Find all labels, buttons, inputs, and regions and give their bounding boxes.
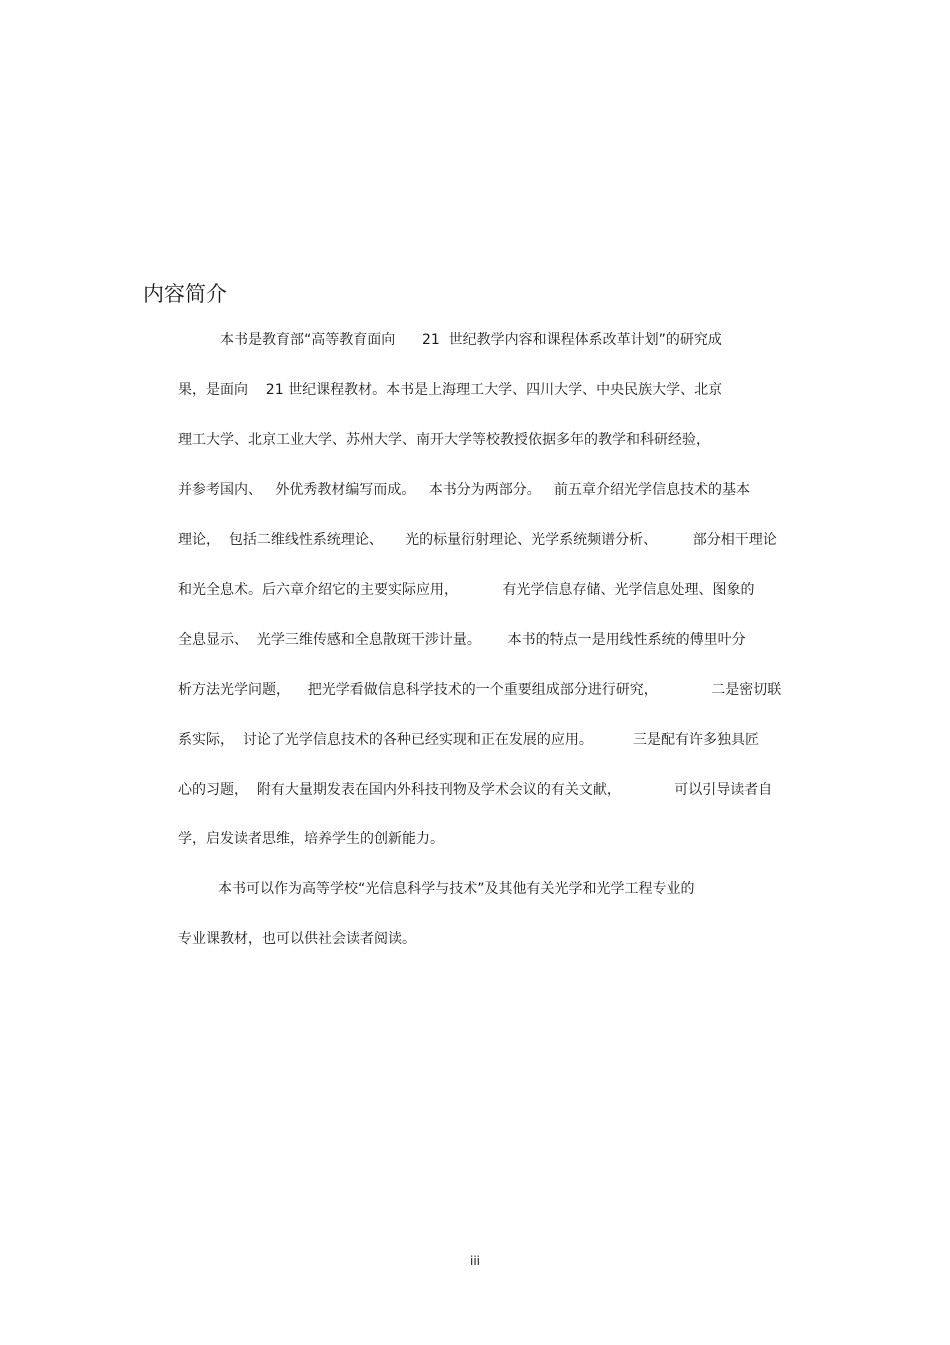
page-number: iii (469, 1254, 480, 1268)
paragraph-line: 全息显示、 光学三维传感和全息散斑干涉计量。 本书的特点一是用线性系统的傅里叶分 (178, 632, 746, 648)
paragraph-line: 心的习题， 附有大量期发表在国内外科技刊物及学术会议的有关文献， 可以引导读者自 (178, 782, 773, 798)
paragraph-line: 并参考国内、 外优秀教材编写而成。 本书分为两部分。 前五章介绍光学信息技术的基本 (178, 482, 751, 498)
paragraph-line: 本书是教育部“高等教育面向 21 世纪教学内容和课程体系改革计划”的研究成 (220, 332, 722, 348)
paragraph-line: 和光全息术。后六章介绍它的主要实际应用， 有光学信息存储、光学信息处理、图象的 (178, 582, 755, 598)
paragraph-line: 系实际， 讨论了光学信息技术的各种已经实现和正在发展的应用。 三是配有许多独具匠 (178, 732, 759, 748)
page-title: 内容简介 (143, 282, 227, 306)
paragraph-line: 析方法光学问题， 把光学看做信息科学技术的一个重要组成部分进行研究， 二是密切联 (178, 682, 782, 698)
paragraph-line: 本书可以作为高等学校“光信息科学与技术”及其他有关光学和光学工程专业的 (218, 881, 695, 897)
paragraph-line: 学，启发读者思维，培养学生的创新能力。 (178, 831, 444, 847)
paragraph-line: 专业课教材，也可以供社会读者阅读。 (178, 931, 416, 947)
paragraph-line: 果，是面向 21 世纪课程教材。本书是上海理工大学、四川大学、中央民族大学、北京 (178, 382, 723, 398)
paragraph-line: 理工大学、北京工业大学、苏州大学、南开大学等校教授依据多年的教学和科研经验， (178, 432, 710, 448)
paragraph-line: 理论， 包括二维线性系统理论、 光的标量衍射理论、光学系统频谱分析、 部分相干理论 (178, 532, 777, 548)
